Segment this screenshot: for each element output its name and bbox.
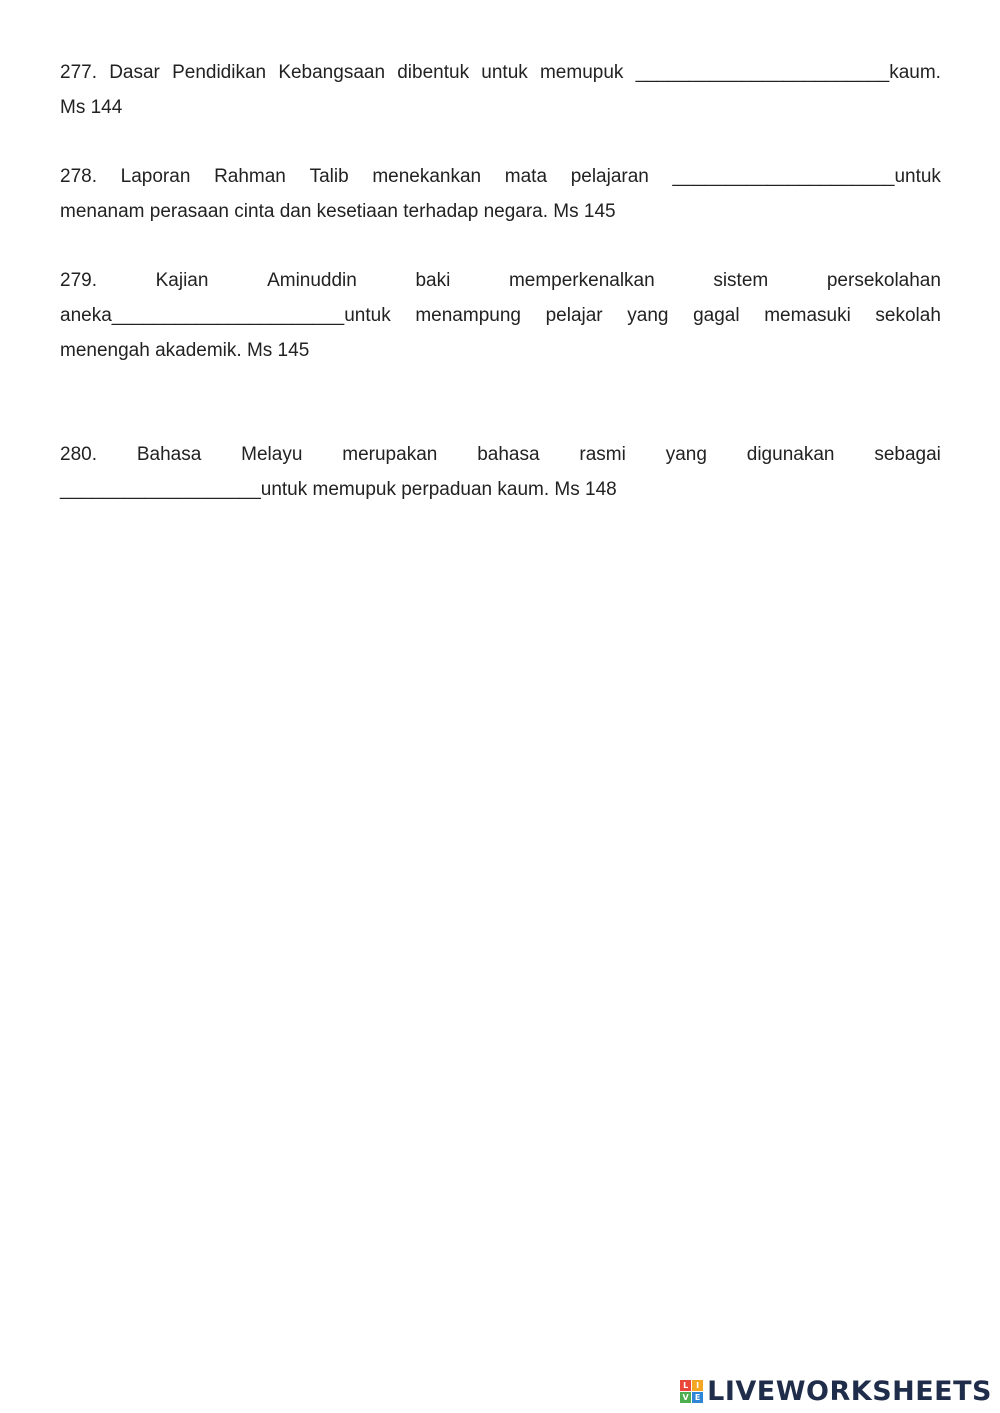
logo-tile-e: E — [692, 1392, 703, 1403]
answer-blank-278[interactable]: _____________________untuk — [672, 166, 941, 187]
question-279-line-3: menengah akademik. Ms 145 — [60, 340, 310, 361]
question-278-line-1: 278. Laporan Rahman Talib menekankan mata pelajaran _____________________untuk — [60, 159, 941, 194]
liveworksheets-logo-icon — [680, 1380, 703, 1403]
liveworksheets-brand — [680, 1376, 992, 1407]
question-279 — [60, 263, 941, 368]
question-280 — [60, 437, 941, 507]
answer-blank-277[interactable]: ________________________kaum. — [635, 62, 941, 83]
logo-tile-i: I — [692, 1380, 703, 1391]
question-279-line-2: aneka______________________untuk menampung pelajar yang gagal memasuki sekolah — [60, 298, 941, 333]
question-279-line-1: 279. Kajian Aminuddin baki memperkenalkan sistem persekolahan — [60, 270, 941, 291]
liveworksheets-wordmark: LIVEWORKSHEETS — [707, 1376, 992, 1407]
question-277-line-2: Ms 144 — [60, 97, 123, 118]
question-278 — [60, 159, 941, 229]
answer-blank-279[interactable]: aneka______________________untuk — [60, 305, 391, 326]
logo-tile-l: L — [680, 1380, 691, 1391]
question-277 — [60, 55, 941, 125]
question-280-line-2[interactable]: ___________________untuk memupuk perpaduan kaum. Ms 148 — [60, 479, 617, 500]
question-278-line-2: menanam perasaan cinta dan kesetiaan terhadap negara. Ms 145 — [60, 201, 616, 222]
question-277-line-1: 277. Dasar Pendidikan Kebangsaan dibentuk untuk memupuk ________________________kaum. — [60, 55, 941, 90]
logo-tile-v: V — [680, 1392, 691, 1403]
question-280-line-1: 280. Bahasa Melayu merupakan bahasa rasmi yang digunakan sebagai — [60, 444, 941, 465]
